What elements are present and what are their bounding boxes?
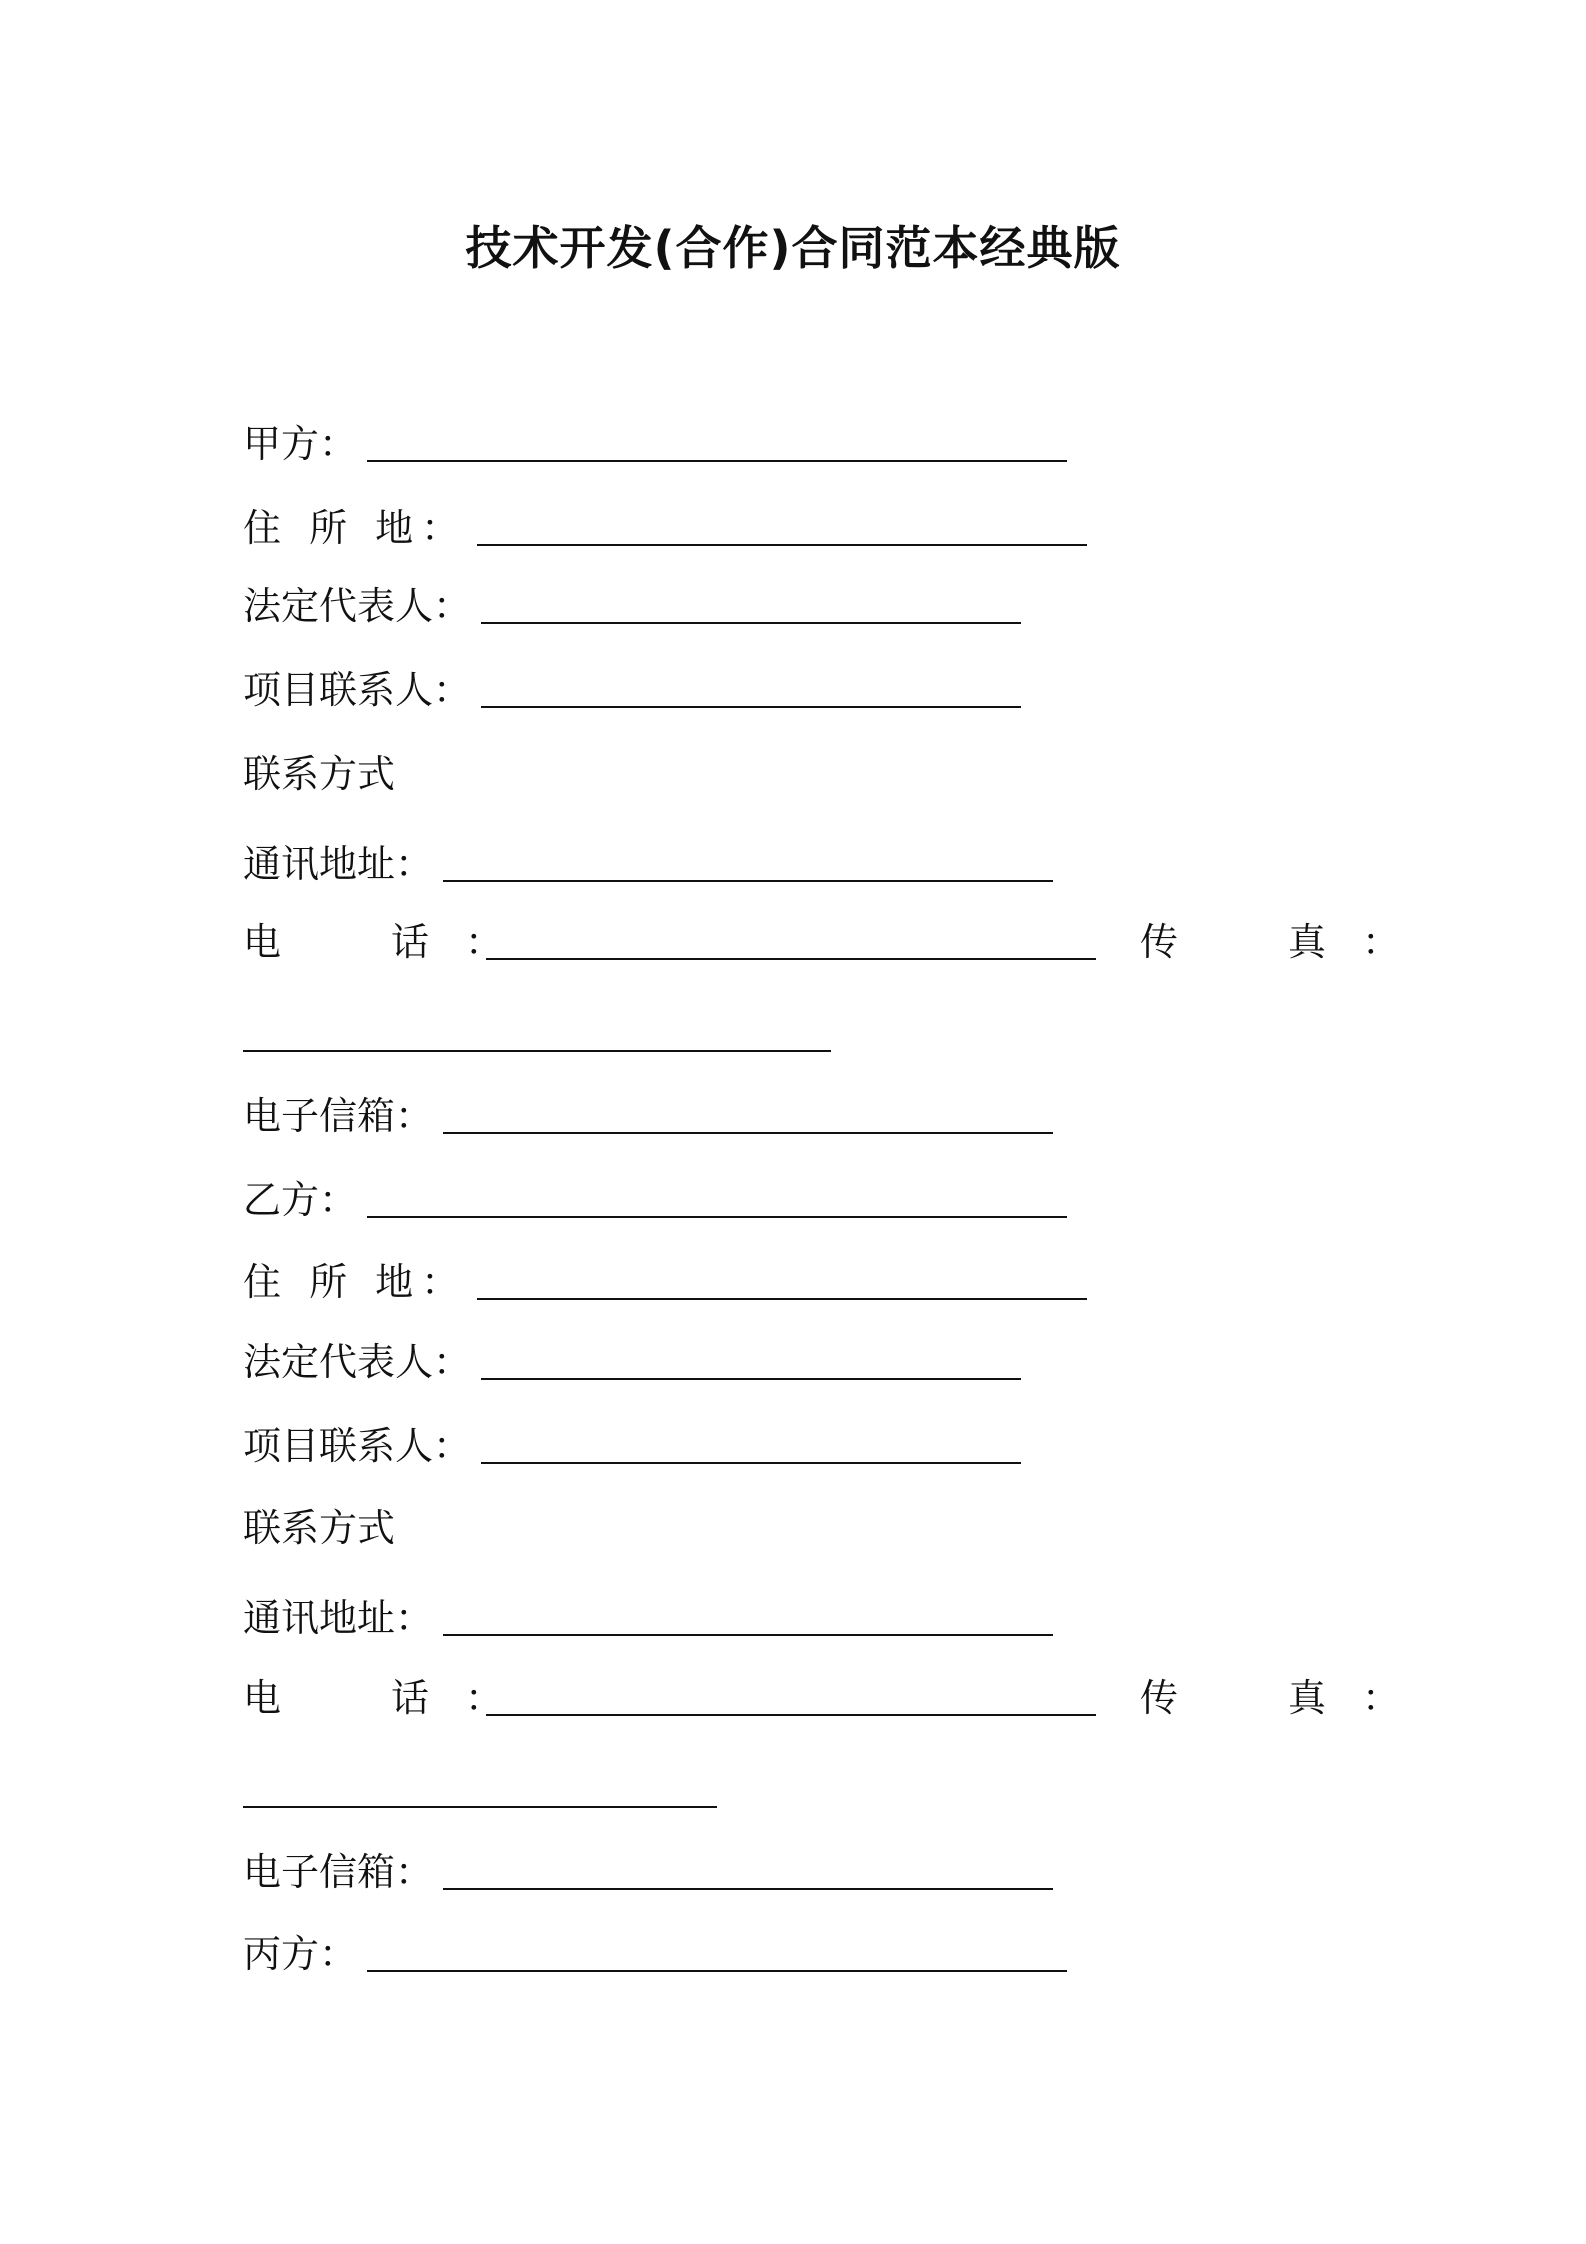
party-a-address-row [243, 838, 1053, 890]
party-b-email-row [243, 1846, 1053, 1898]
party-b-residence-label: 住 所 地： [243, 1260, 468, 1304]
party-a-contact-heading: 联系方式 [243, 752, 396, 796]
party-a-legal-rep-label: 法定代表人： [243, 584, 472, 628]
party-b-legal-rep-blank [481, 1336, 1021, 1380]
party-b-label: 乙方： [243, 1178, 358, 1222]
party-b-email-blank [443, 1846, 1053, 1890]
party-a-residence-label: 住 所 地： [243, 506, 468, 550]
party-b-project-contact-label: 项目联系人： [243, 1424, 472, 1468]
party-a-email-row [243, 1090, 1053, 1142]
party-b-legal-rep-row [243, 1336, 1021, 1388]
party-b-email-label: 电子信箱： [243, 1850, 434, 1894]
party-b-address-blank [443, 1592, 1053, 1636]
party-b-project-contact-row [243, 1420, 1021, 1472]
party-a-row [243, 418, 1067, 470]
party-b-project-contact-blank [481, 1420, 1021, 1464]
party-a-email-blank [443, 1090, 1053, 1134]
party-a-residence-row [243, 502, 1087, 554]
party-b-fax-label: 传 真： [1140, 1676, 1437, 1720]
party-a-label: 甲方： [243, 422, 358, 466]
party-b-row [243, 1174, 1067, 1226]
party-a-address-blank [443, 838, 1053, 882]
party-a-phone-label: 电 话： [243, 920, 540, 964]
party-b-blank [367, 1174, 1067, 1218]
party-b-phone-label: 电 话： [243, 1676, 540, 1720]
party-a-email-label: 电子信箱： [243, 1094, 434, 1138]
party-b-fax-blank [243, 1804, 717, 1808]
party-a-phone-blank [486, 916, 1096, 960]
party-c-row [243, 1928, 1067, 1980]
party-a-legal-rep-row [243, 580, 1021, 632]
party-b-residence-blank [477, 1256, 1087, 1300]
party-c-blank [367, 1928, 1067, 1972]
party-a-legal-rep-blank [481, 580, 1021, 624]
party-a-project-contact-blank [481, 664, 1021, 708]
party-a-address-label: 通讯地址： [243, 842, 434, 886]
party-a-fax-label: 传 真： [1140, 920, 1437, 964]
party-b-phone-blank [486, 1672, 1096, 1716]
party-a-residence-blank [477, 502, 1087, 546]
party-b-legal-rep-label: 法定代表人： [243, 1340, 472, 1384]
party-a-project-contact-label: 项目联系人： [243, 668, 472, 712]
document-title: 技术开发(合作)合同范本经典版 [465, 221, 1121, 275]
party-b-address-row [243, 1592, 1053, 1644]
party-a-fax-blank [243, 1048, 831, 1052]
party-c-label: 丙方： [243, 1932, 358, 1976]
party-b-address-label: 通讯地址： [243, 1596, 434, 1640]
party-a-blank [367, 418, 1067, 462]
party-b-contact-heading: 联系方式 [243, 1506, 396, 1550]
party-a-project-contact-row [243, 664, 1021, 716]
party-b-residence-row [243, 1256, 1087, 1308]
